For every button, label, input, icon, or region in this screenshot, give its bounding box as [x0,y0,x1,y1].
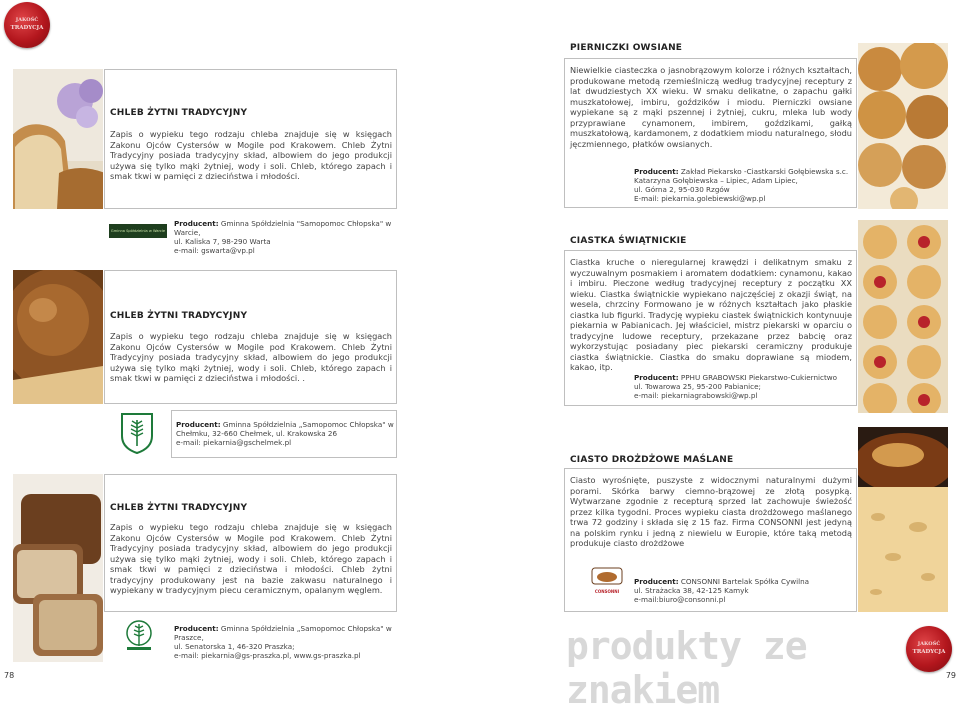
product-description: Zapis o wypieku tego rodzaju chleba znajduje się w księgach Zakonu Ojców Cystersów w Mogile pod Krakowem. Chleb Żytni Tradycyjny posiada tradycyjny skład, albowiem do jego produkcji używa się tylko mąki żytniej, wody i soli. Chleb, którego zapach i smak tkwi w pamięci z dzieciństwa i młodości. Chleb żytni tradycyjny produkowany jest na bazie zakwasu naturalnego i wypiekany w tradycyjnym piecu ceramicznym, opalanym węglem. [110,522,392,595]
producer-label: Producent: [634,167,679,176]
producer-name: Gminna Spółdzielnia „Samopomoc Chłopska" w Chełmku, 32-660 Chełmek, ul. Krakowska 26 [176,420,394,438]
producer-name: Gminna Spółdzielnia "Samopomoc Chłopska" w Warcie, [174,219,392,237]
product-card-pierniczki [564,58,857,208]
oat-cookies-image [858,43,948,209]
producer-address: ul. Górna 2, 95-030 Rzgów [634,185,730,194]
product-description: Ciasto wyrośnięte, puszyste z widocznymi naturalnymi dużymi porami. Skórka barwy ciemno-brązowej ze złotą posypką. Wytwarzane zgodnie z recepturą sprzed lat zachowuje świeżość przez kilka tygodni. Proces wypieku ciasta drożdżowego maślanego trwa 72 godziny i składa się z 15 faz. Firma CONSONNI jest jedyną na polskim rynku i jedną z niewielu w Europie, które taką metodą produkuje ciasto drożdżowe [570,475,852,548]
producer-email: E-mail: piekarnia.golebiewski@wp.pl [634,194,766,203]
cookies-photo-2 [858,220,948,413]
seal-line2: TRADYCJA [10,25,44,31]
producer-email: e-mail: piekarnia@gschelmek.pl [176,438,292,447]
consonni-emblem-icon [591,567,623,585]
page-number-left: 78 [4,671,15,680]
wheat-shield-icon [120,412,154,454]
producer-info-3 [174,624,398,660]
consonni-logo [591,567,623,593]
producer-line [634,577,854,586]
producer-info-pierniczki [634,167,854,203]
producer-name: Gminna Spółdzielnia „Samopomoc Chłopska" w Praszce, [174,624,392,642]
bread-photo-3 [13,474,103,662]
producer-label: Producent: [176,420,221,429]
seal-line2: TRADYCJA [912,649,946,655]
gs-warta-logo [109,224,167,238]
seal-line1: JAKOŚĆ [15,17,39,23]
seal-line1: JAKOŚĆ [917,641,941,647]
gs-chelmek-logo [120,412,154,454]
producer-line [174,624,398,642]
producer-email: e-mail: piekarniagrabowski@wp.pl [634,391,758,400]
cookies-photo-1 [858,43,948,209]
producer-name: CONSONNI Bartelak Spółka Cywilna [680,577,810,586]
bread-loaf-image [13,69,103,209]
producer-email: e-mail:biuro@consonni.pl [634,595,726,604]
producer-owners: Katarzyna Gołębiewska – Lipiec, Adam Lipiec, [634,176,798,185]
product-description: Ciastka kruche o nieregularnej krawędzi i delikatnym smaku z wyczuwalnym posmakiem i aromatem dodatkiem: cynamonu, kakao i imbiru. Pieczone według tradycyjnej receptury z początku XX wieku. Ciastka świątnickie wypiekano najczęściej z okazji świąt, na wesela, chrzciny Formowano je w różnych kształtach jako płaskie ciastka lub figurki. Tradycję wypieku ciastek świątnickich kontynuuje piekarnia w Pabianicach. Jej właściciel, mistrz piekarski w oparciu o tradycyjne ludowe receptury, przekazane przez babcię oraz wykorzystując posiadany piec piekarski ceramiczny produkuje ciastka świątnickie. Ciastka do smaku doprawiane są miodem, kakao, itp. [570,257,852,372]
producer-info-ciasto [634,577,854,604]
producer-line [174,219,396,237]
product-title: CIASTKA ŚWIĄTNICKIE [570,236,687,246]
product-description: Zapis o wypieku tego rodzaju chleba znajduje się w księgach Zakonu Ojców Cystersów w Mogile pod Krakowem. Chleb Żytni Tradycyjny posiada tradycyjny skład, albowiem do jego produkcji używa się tylko mąki żytniej, wody i soli. Chleb, którego zapach i smak tkwi w pamięci z dzieciństwa i młodości. . [110,331,392,383]
product-description: Niewielkie ciasteczka o jasnobrązowym kolorze i różnych kształtach, produkowane metodą rzemieślniczą według tradycyjnej receptury z lat dwudziestych XX wieku. W smaku delikatne, o zapachu gałki muszkatołowej, imbiru, goździków i miodu. Pierniczki owsiane wypiekane są z mąki pszennej i żytniej, cukru, mleka lub wody przyprawiane cynamonem, imbirem, goździkami, gałką muszkatołową, kardamonem, z dodatkiem miodu naturalnego, słodu jęczmiennego, płatków owsianych. [570,65,852,149]
producer-line [176,420,394,438]
producer-label: Producent: [634,373,679,382]
product-title: CHLEB ŻYTNI TRADYCYJNY [110,311,248,321]
sliced-bread-image [13,474,103,662]
product-title: CHLEB ŻYTNI TRADYCYJNY [110,108,248,118]
product-title: PIERNICZKI OWSIANE [570,43,683,53]
producer-address: ul. Towarowa 25, 95-200 Pabianice; [634,382,761,391]
producer-label: Producent: [174,624,219,633]
product-card-ciasto [564,468,857,612]
gs-praszka-logo [124,618,154,652]
producer-line [634,167,854,176]
product-description: Zapis o wypieku tego rodzaju chleba znajduje się w księgach Zakonu Ojców Cystersów w Mogile pod Krakowem. Chleb Żytni Tradycyjny posiada tradycyjny skład, albowiem do jego produkcji używa się tylko mąki żytniej, wody i soli. Chleb, którego zapach i smak tkwi w pamięci z dzieciństwa i młodości. [110,129,392,181]
wheat-emblem-icon [124,618,154,652]
producer-address: ul. Kaliska 7, 98-290 Warta [174,237,271,246]
producer-info-ciastka [634,373,854,400]
product-card-chleb-3 [104,474,397,612]
producer-info-1 [174,219,396,255]
product-card-chleb-1 [104,69,397,209]
brand-watermark: produkty ze znakiem [566,624,807,712]
product-card-ciastka [564,250,857,406]
producer-name: Zakład Piekarsko -Ciastkarski Gołębiewska s.c. [680,167,849,176]
quality-seal-left [4,2,50,48]
bread-photo-1 [13,69,103,209]
gs-warta-logo-text: Gminna Spółdzielnia w Warcie [110,229,166,233]
bread-photo-2 [13,270,103,404]
consonni-logo-text: CONSONNI [594,589,620,594]
producer-label: Producent: [634,577,679,586]
rye-bread-crust-image [13,270,103,404]
page-number-right: 79 [945,671,956,680]
cake-photo [858,427,948,612]
producer-email: e-mail: gswarta@vp.pl [174,246,255,255]
producer-email: e-mail: piekarnia@gs-praszka.pl, www.gs-praszka.pl [174,651,361,660]
producer-info-2 [176,420,394,447]
producer-address: ul. Senatorska 1, 46-320 Praszka; [174,642,295,651]
product-title: CIASTO DROŻDŻOWE MAŚLANE [570,455,734,465]
jam-cookies-image [858,220,948,413]
producer-label: Producent: [174,219,219,228]
producer-address: ul. Strażacka 38, 42-125 Kamyk [634,586,749,595]
yeast-cake-image [858,427,948,612]
product-title: CHLEB ŻYTNI TRADYCYJNY [110,503,248,513]
producer-line [634,373,854,382]
producer-name: PPHU GRABOWSKI Piekarstwo-Cukiernictwo [680,373,838,382]
producer-card-2 [171,410,397,458]
product-card-chleb-2 [104,270,397,404]
